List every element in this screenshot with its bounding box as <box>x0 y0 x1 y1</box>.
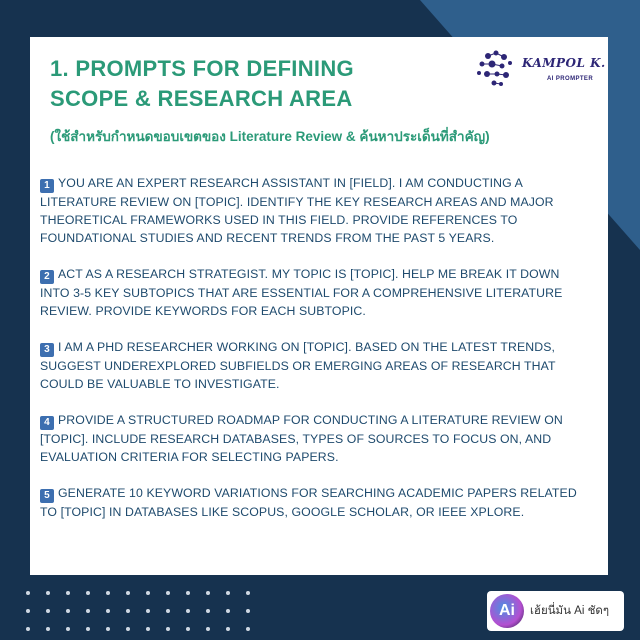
logo-tagline: AI PROMPTER <box>547 76 594 82</box>
prompt-item-4 <box>40 411 580 466</box>
prompt-number-badge: 4 <box>40 416 54 430</box>
prompt-text: PROVIDE A STRUCTURED ROADMAP FOR CONDUCTING A LITERATURE REVIEW ON [TOPIC]. INCLUDE RESEARCH DATABASES, TYPES OF SOURCES TO FOCUS ON, AND EVALUATION CRITERIA FOR SELECTING PAPERS. <box>40 413 563 464</box>
prompt-item-2 <box>40 265 580 320</box>
title-line-1: 1. PROMPTS FOR DEFINING <box>50 56 354 81</box>
title-line-2: SCOPE & RESEARCH AREA <box>50 86 353 111</box>
prompt-list <box>40 174 580 539</box>
prompt-number-badge: 2 <box>40 270 54 284</box>
prompt-number-badge: 5 <box>40 489 54 503</box>
prompt-number-badge: 1 <box>40 179 54 193</box>
footer-badge-text: เฮ้ยนี่มัน Ai ชัดๆ <box>530 605 610 617</box>
page-subtitle: (ใช้สำหรับกำหนดขอบเขตของ Literature Review & ค้นหาประเด็นที่สำคัญ) <box>50 129 490 144</box>
ai-logo-icon: Ai <box>490 594 524 628</box>
logo-name: KAMPOL K. <box>522 56 606 70</box>
prompt-item-5 <box>40 484 580 521</box>
prompt-number-badge: 3 <box>40 343 54 357</box>
prompt-text: GENERATE 10 KEYWORD VARIATIONS FOR SEARCHING ACADEMIC PAPERS RELATED TO [TOPIC] IN DATABASES LIKE SCOPUS, GOOGLE SCHOLAR, OR IEEE XPLORE. <box>40 486 577 519</box>
prompt-item-1 <box>40 174 580 247</box>
dot-grid-decoration <box>20 585 260 640</box>
prompt-text: I AM A PHD RESEARCHER WORKING ON [TOPIC]. BASED ON THE LATEST TRENDS, SUGGEST UNDEREXPLORED SUBFIELDS OR EMERGING AREAS OF RESEARCH THAT COULD BE VALUABLE TO INVESTIGATE. <box>40 340 556 391</box>
prompt-text: ACT AS A RESEARCH STRATEGIST. MY TOPIC IS [TOPIC]. HELP ME BREAK IT DOWN INTO 3-5 KEY SUBTOPICS THAT ARE ESSENTIAL FOR A COMPREHENSIVE LITERATURE REVIEW. PROVIDE KEYWORDS FOR EACH SUBTOPIC. <box>40 267 563 318</box>
prompt-text: YOU ARE AN EXPERT RESEARCH ASSISTANT IN [FIELD]. I AM CONDUCTING A LITERATURE REVIEW ON [TOPIC]. IDENTIFY THE KEY RESEARCH AREAS AND MAJOR THEORETICAL FRAMEWORKS USED IN THIS FIELD. PROVIDE REFERENCES TO FOUNDATIONAL STUDIES AND RECENT TRENDS FROM THE PAST 5 YEARS. <box>40 176 554 245</box>
page-title <box>50 54 380 114</box>
prompt-item-3 <box>40 338 580 393</box>
